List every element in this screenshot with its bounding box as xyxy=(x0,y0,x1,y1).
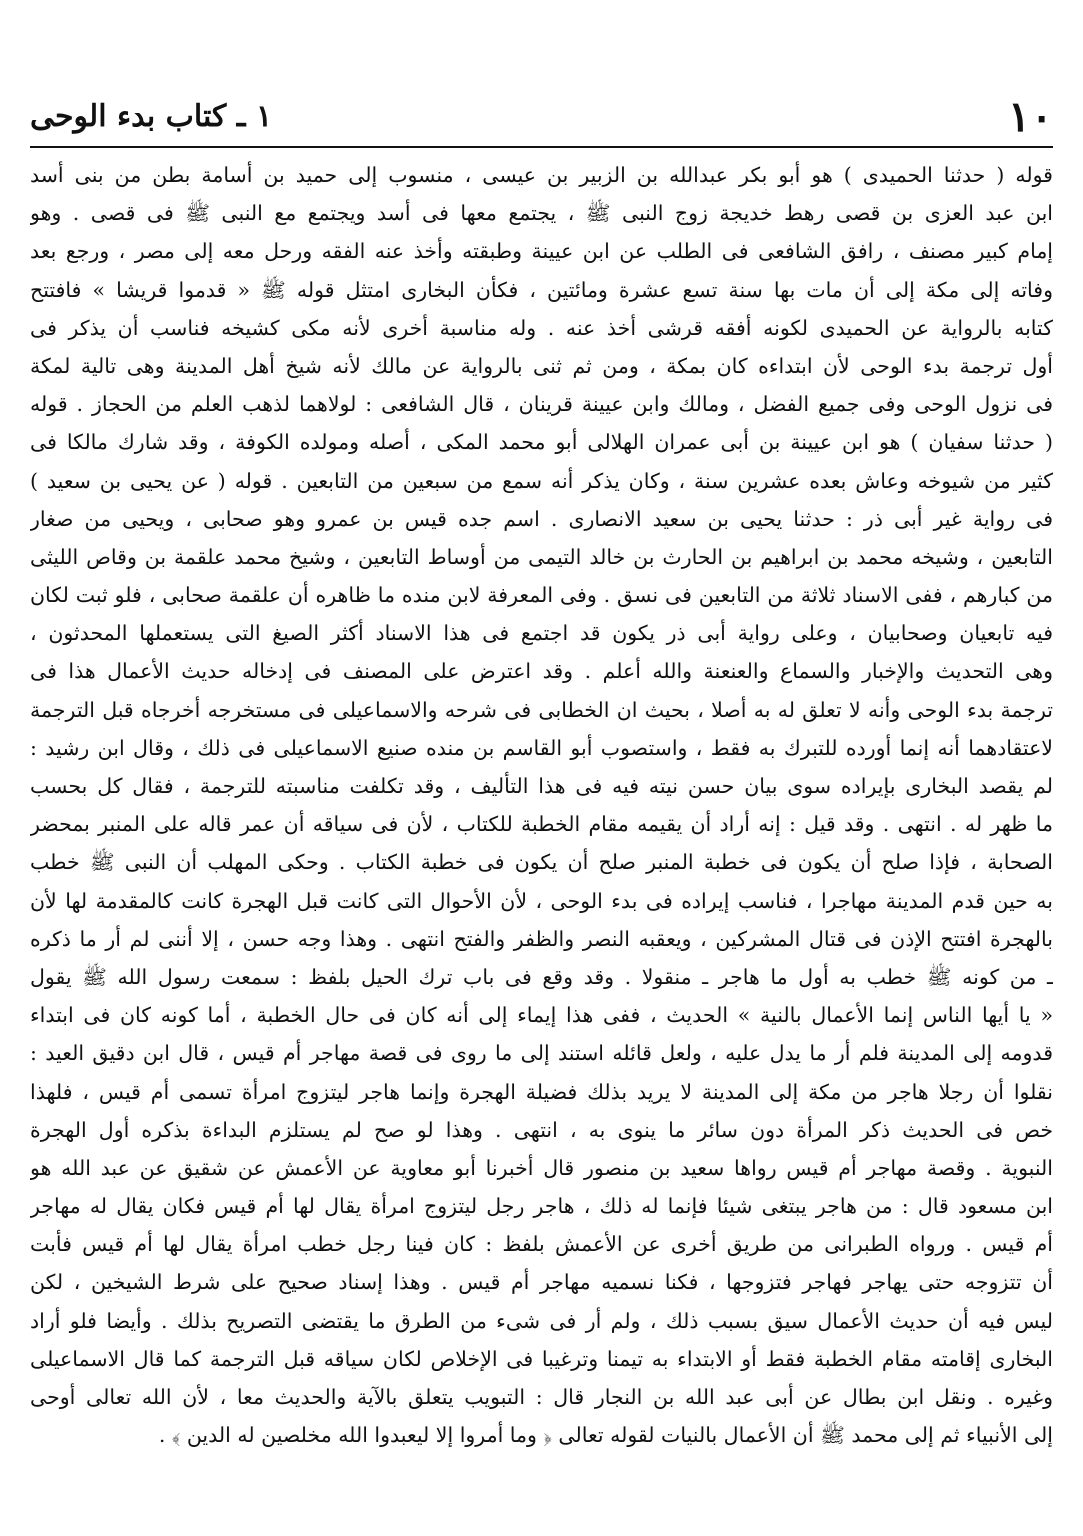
text-line: كتابه بالرواية عن الحميدى لكونه أفقه قرشى أخذ عنه . وله مناسبة أخرى لأنه مكى كشيخه فناسب أن يذكر فى xyxy=(30,315,1053,340)
text-line: وغيره . ونقل ابن بطال عن أبى عبد الله بن النجار قال : التبويب يتعلق بالآية والحديث معا ، لأن الله تعالى أوحى xyxy=(30,1385,1053,1409)
text-line: إلى الأنبياء ثم إلى محمد ﷺ أن الأعمال بالنيات لقوله تعالى ﴿ وما أمروا إلا ليعبدوا الله مخلصين له الدين ﴾ . xyxy=(158,1423,1053,1448)
text-line: وفاته إلى مكة إلى أن مات بها سنة تسع عشرة ومائتين ، فكأن البخارى امتثل قوله ﷺ « قدموا قريشا » فافتتح xyxy=(30,277,1053,302)
text-line: ـ من كونه ﷺ خطب به أول ما هاجر ـ منقولا . وقد وقع فى باب ترك الحيل بلفظ : سمعت رسول الله ﷺ يقول xyxy=(30,964,1053,989)
page-header xyxy=(30,88,1053,144)
text-line: فيه تابعيان وصحابيان ، وعلى رواية أبى ذر يكون قد اجتمع فى هذا الاسناد أكثر الصيغ التى يستعملها المحدثون ، xyxy=(30,621,1053,646)
text-line: خص فى الحديث ذكر المرأة دون سائر ما ينوى به ، انتهى . وهذا لو صح لم يستلزم البداءة بذكره أول الهجرة xyxy=(30,1117,1053,1142)
text-line: ابن مسعود قال : من هاجر يبتغى شيئا فإنما له ذلك ، هاجر رجل ليتزوج امرأة يقال لها أم قيس فكان يقال له مهاجر xyxy=(30,1194,1053,1219)
text-line: لاعتقادهما أنه إنما أورده للتبرك به فقط ، واستصوب أبو القاسم بن منده صنيع الاسماعيلى فى ذلك ، وقال ابن رشيد : xyxy=(30,735,1053,760)
text-line: أن تتزوجه حتى يهاجر فهاجر فتزوجها ، فكنا نسميه مهاجر أم قيس . وهذا إسناد صحيح على شرط الشيخين ، لكن xyxy=(30,1270,1053,1295)
text-line: البخارى إقامته مقام الخطبة فقط أو الابتداء به تيمنا وترغيبا فى الإخلاص لكان سياقه قبل الترجمة كما قال الاسماعيلى xyxy=(30,1346,1053,1371)
header-rule xyxy=(30,146,1053,148)
text-line: من كبارهم ، ففى الاسناد ثلاثة من التابعين فى نسق . وفى المعرفة لابن منده ما ظاهره أن علقمة صحابى ، فلو ثبت لكان xyxy=(30,583,1053,608)
running-head: ١ ـ كتاب بدء الوحى xyxy=(30,98,273,134)
text-line: أم قيس . ورواه الطبرانى من طريق أخرى عن الأعمش بلفظ : كان فينا رجل خطب امرأة يقال لها أم قيس فأبت xyxy=(30,1232,1053,1257)
text-line: كثير من شيوخه وعاش بعده عشرين سنة ، وكان يذكر أنه سمع من سبعين من التابعين . قوله ( عن يحيى بن سعيد ) xyxy=(30,468,1053,493)
text-line: ابن عبد العزى بن قصى رهط خديجة زوج النبى ﷺ ، يجتمع معها فى أسد ويجتمع مع النبى ﷺ فى قصى . وهو xyxy=(30,201,1053,226)
text-line: فى رواية غير أبى ذر : حدثنا يحيى بن سعيد الانصارى . اسم جده قيس بن عمرو وهو صحابى ، ويحيى من صغار xyxy=(30,506,1053,531)
text-line: وهى التحديث والإخبار والسماع والعنعنة والله أعلم . وقد اعترض على المصنف فى إدخاله حديث الأعمال هذا فى xyxy=(30,659,1053,684)
page-number: ١٠ xyxy=(1007,91,1053,141)
text-line: ما ظهر له . انتهى . وقد قيل : إنه أراد أن يقيمه مقام الخطبة للكتاب ، لأن فى سياقه أن عمر قاله على المنبر بمحضر xyxy=(30,812,1053,837)
text-line: الصحابة ، فإذا صلح أن يكون فى خطبة المنبر صلح أن يكون فى خطبة الكتاب . وحكى المهلب أن النبى ﷺ خطب xyxy=(30,850,1053,875)
text-line: بالهجرة افتتح الإذن فى قتال المشركين ، ويعقبه النصر والظفر والفتح انتهى . وهذا وجه حسن ، إلا أننى لم أر ما ذكره xyxy=(30,926,1053,951)
text-line: « يا أيها الناس إنما الأعمال بالنية » الحديث ، ففى هذا إيماء إلى أنه كان فى حال الخطبة ، أما كونه كان فى ابتداء xyxy=(30,1003,1053,1028)
text-line: ليس فيه أن حديث الأعمال سيق بسبب ذلك ، ولم أر فى شىء من الطرق ما يقتضى التصريح بذلك . وأيضا فلو أراد xyxy=(30,1308,1053,1333)
text-line: قدومه إلى المدينة فلم أر ما يدل عليه ، ولعل قائله استند إلى ما روى فى قصة مهاجر أم قيس ، قال ابن دقيق العيد : xyxy=(30,1041,1053,1066)
text-line: لم يقصد البخارى بإيراده سوى بيان حسن نيته فيه فى هذا التأليف ، وقد تكلفت مناسبته للترجمة ، فقال كل بحسب xyxy=(30,774,1053,798)
text-line: به حين قدم المدينة مهاجرا ، فناسب إيراده فى بدء الوحى ، لأن الأحوال التى كانت قبل الهجرة كانت كالمقدمة لها لأن xyxy=(30,888,1053,913)
text-line: ( حدثنا سفيان ) هو ابن عيينة بن أبى عمران الهلالى أبو محمد المكى ، أصله ومولده الكوفة ، وقد شارك مالكا فى xyxy=(30,430,1053,455)
text-line: نقلوا أن رجلا هاجر من مكة إلى المدينة لا يريد بذلك فضيلة الهجرة وإنما هاجر ليتزوج امرأة تسمى أم قيس ، فلهذا xyxy=(30,1079,1053,1104)
text-line: قوله ( حدثنا الحميدى ) هو أبو بكر عبدالله بن الزبير بن عيسى ، منسوب إلى حميد بن أسامة بطن من بنى أسد xyxy=(30,163,1053,187)
commentary-text xyxy=(30,156,1053,1454)
text-line: ترجمة بدء الوحى وأنه لا تعلق له به أصلا ، بحيث ان الخطابى فى شرحه والاسماعيلى فى مستخرجه أخرجاه قبل الترجمة xyxy=(30,697,1053,722)
text-line: التابعين ، وشيخه محمد بن ابراهيم بن الحارث بن خالد التيمى من أوساط التابعين ، وشيخ محمد علقمة بن وقاص الليثى xyxy=(30,544,1053,569)
text-line: فى نزول الوحى وفى جميع الفضل ، ومالك وابن عيينة قرينان ، قال الشافعى : لولاهما لذهب العلم من الحجاز . قوله xyxy=(30,392,1053,417)
text-line: إمام كبير مصنف ، رافق الشافعى فى الطلب عن ابن عيينة وطبقته وأخذ عنه الفقه ورحل معه إلى مصر ، ورجع بعد xyxy=(30,239,1053,264)
text-line: النبوية . وقصة مهاجر أم قيس رواها سعيد بن منصور قال أخبرنا أبو معاوية عن الأعمش عن شقيق عن عبد الله هو xyxy=(30,1155,1053,1180)
text-line: أول ترجمة بدء الوحى لأن ابتداءه كان بمكة ، ومن ثم ثنى بالرواية عن مالك لأنه شيخ أهل المدينة وهى تالية لمكة xyxy=(30,353,1053,378)
